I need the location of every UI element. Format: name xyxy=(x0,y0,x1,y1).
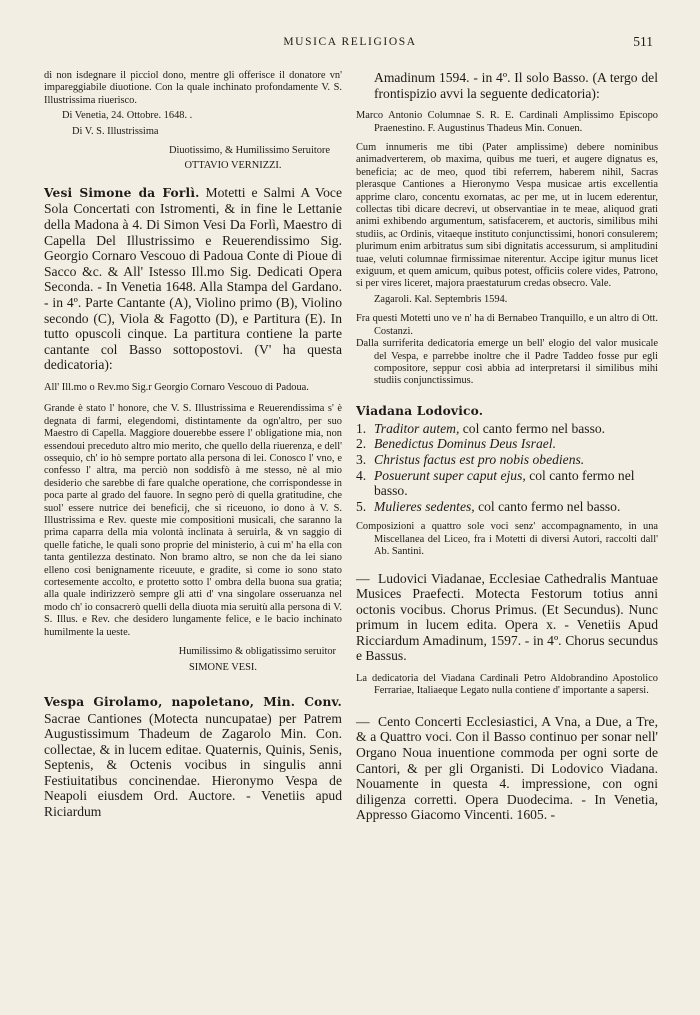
running-title: MUSICA RELIGIOSA xyxy=(283,36,417,48)
latin-letter: Cum innumeris me tibi (Pater amplissime) debere nominibus animadverterem, ob maxima, quibus me tueri, et augere dignatus es, beneficia; ac de meo, quod tibi referrem, haberem nihil, Sacras plerasque Cantiones a Hieronymo Vespa musicae artis excellentia apprime claro, concentu exornatas, ac per me, ut in lucem ederentur, collectas tibi dicare decrevi, ut observantiae in te meae, aliquod grati animi exhibendo argumentum, satisfacerem, et auctoris, similibus mihi studiis, ac Ordinis, vitaeque instituto conjunctissimi, honori consulerem; plurimum enim arbitratus sum sibi dignitatis accessurum, si amplitudini tuae, veluti columnae firmissimae niterentur. Accipe igitur munus licet exiguum, et quem amicum, quibus potest, officiis colere vides, Patrono, si per vires liceret, majora praestaturum credas obsecro. Vale. xyxy=(356,142,658,290)
vesi-address: All' Ill.mo o Rev.mo Sig.r Georgio Cornaro Vescouo di Padoua. xyxy=(44,381,309,393)
vesi-name: Vesi Simone da Forlì. xyxy=(44,185,200,200)
dedication-heading: Marco Antonio Columnae S. R. E. Cardinali Amplissimo Episcopo Praenestino. F. Augustinus Thadeus Min. Conuen. xyxy=(356,110,658,134)
viadana-dedication-note: La dedicatoria del Viadana Cardinali Petro Aldobrandino Apostolico Ferrariae, Italiaeque Legato nulla contiene d' importante a sapersi. xyxy=(356,673,658,697)
viadana-note: Composizioni a quattro sole voci senz' accompagnamento, in una Miscellanea del Liceo, fra i Motetti di diversi Autori, raccolti dall' Ab. Santini. xyxy=(356,521,658,558)
note-dedication-text: Dalla surriferita dedicatoria emerge un bell' elogio del valor musicale del Vespa, e parrebbe inoltre che il Padre Taddeo fosse pur egli compositore, seppur così abbia ad interpretarsi il similibus mihi studiis conjunctissimus. xyxy=(356,338,658,387)
list-item: 1. Traditor autem, col canto fermo nel basso. xyxy=(356,420,606,436)
vesi-closing: Humilissimo & obligatissimo seruitor xyxy=(178,646,336,658)
list-item: 2. Benedictus Dominus Deus Israel. xyxy=(356,436,556,452)
intro-signature: OTTAVIO VERNIZZI. xyxy=(184,160,282,172)
page-number: 511 xyxy=(633,34,653,49)
vesi-entry xyxy=(44,185,342,373)
vespa-continuation: Amadinum 1594. - in 4º. Il solo Basso. (A tergo del frontispizio avvi la seguente dedicatoria): xyxy=(374,70,658,101)
vespa-entry xyxy=(44,694,342,820)
viadana-entry-2: — Cento Concerti Ecclesiastici, A Vna, a Due, a Tre, & a Quattro voci. Con il Basso continuo per sonar nell' Organo Noua inuentione commoda per ogni sorte de Cantori, & per gli Organisti. Di Lodovico Viadana. Nouamente in questa 4. impressione, con ogni diligenza corretti. Opera Duodecima. - In Venetia, Appresso Giacomo Vincenti. 1605. - xyxy=(356,713,658,823)
vesi-entry-text: Motetti e Salmi A Voce Sola Concertati con Istromenti, & in fine le Lettanie della Madona à 4. Di Simon Vesi Da Forlì, Maestro di Capella Del Illustrissimo e Reuerendissimo Sig. Georgio Cornaro Vescouo di Padoua Conte di Pioue di Sacco &c. & All' Istesso Ill.mo Sig. Dedicati Opera Seconda. - In Venetia 1648. Alla Stampa del Gardano. - in 4º. Parte Cantante (A), Violino primo (B), Violino secondo (C), Viola & Fagotto (D), e Partitura (E). In tutto opuscoli cinque. La partitura contiene la parte cantante col Basso sottopostovi. (V' ha questa dedicatoria): xyxy=(44,184,342,373)
running-header xyxy=(0,36,700,56)
note-motets: Fra questi Motetti uno ve n' ha di Bernabeo Tranquillo, e un altro di Ott. Costanzi. xyxy=(356,313,658,337)
viadana-name: Viadana Lodovico. xyxy=(356,403,484,418)
vesi-signature: SIMONE VESI. xyxy=(189,661,257,673)
em-dash: — xyxy=(356,570,370,586)
intro-paragraph: di non isdegnare il picciol dono, mentre gli offerisce il donatore vn' impareggiabile diuotione. Con la quale inchinato profondamente V. S. Illustrissima riuerisco. xyxy=(44,70,342,106)
list-item: 3. Christus factus est pro nobis obediens. xyxy=(356,451,585,467)
vesi-letter: Grande è stato l' honore, che V. S. Illustrissima e Reuerendissima s' è degnata di farmi, elegendomi, distintamente da ogn'altro, per suo Maestro di Capella. Maggiore douerebbe essere l' obligatione mia, non essendoui preceduto altro mio merito, che quello della riuerenza, e dell' ossequio, ch' io hò sempre portato alla persona di lei. Conosco l' vno, e confesso l' altra, ma perciò non soddisfò à me stesso, nè al mio desiderio che sarebbe di fare qualche operatione, che corrispondesse in poca parte al grado del fauore. In segno però di quella gratitudine, che suol' essere nutrice dei beneficij, che si riceuono, io dono à V. S. Illustrissima e Rev. queste mie compositioni musicali, che saranno la prima caparra della mia volontà inclinata à seruirla, & vn saggio di quelle fatiche, le quali sono proprie del ministerio, à cui m' ha ella con tanta gentilezza destinato. Non bramo altro, se non che da lei siano elleno così benignamente riceuute, e gradite, sì come io sono stato cortesemente accolto, e protetto sotto l' ombra della buona sua gratia; alla quale indirizzerò sempre gli atti d' vna singolare osseruanza nel modo ch' io consacrerò quelli della diuota mia seruitù alla persona di V. S. Illus. e Rev. che desidero lungamente felice, e le bacio inchinato humilmente la ueste. xyxy=(44,403,342,638)
viadana-entry-1: — Ludovici Viadanae, Ecclesiae Cathedralis Mantuae Musices Praefecti. Motecta Festorum totius anni octonis vocibus. Chorus Primus. (Et Secundus). Nunc primum in lucem edita. Opera x. - Venetiis Apud Ricciardum Amadinum, 1597. - in 4º. Chorus secundus e Bassus. xyxy=(356,570,658,664)
vespa-name: Vespa Girolamo, napoletano, Min. Conv. xyxy=(44,694,342,709)
intro-addressee: Di V. S. Illustrissima xyxy=(72,125,159,137)
intro-closing: Diuotissimo, & Humilissimo Seruitore xyxy=(168,145,330,157)
list-item: 4. Posuerunt super caput ejus, col canto fermo nel basso. xyxy=(356,467,635,499)
intro-date: Di Venetia, 24. Ottobre. 1648. . xyxy=(62,110,193,122)
latin-date: Zagaroli. Kal. Septembris 1594. xyxy=(374,293,508,305)
vespa-entry-text: Sacrae Cantiones (Motecta nuncupatae) per Patrem Augustissimum Thadeum de Zagarolo Min. Con. collectae, & in lucem editae. Quaternis, Quinis, Senis, Septenis, & Octenis vocibus in singulis anni Festiuitatibus concinendae. Hieronymo Vespa de Neapoli eiusdem Ord. Auctore. - Venetiis apud Riciardum xyxy=(44,710,342,820)
left-column xyxy=(44,70,342,820)
note-dedication xyxy=(356,338,658,388)
right-column xyxy=(356,70,658,823)
em-dash: — xyxy=(356,713,370,729)
list-item: 5. Mulieres sedentes, col canto fermo nel basso. xyxy=(356,498,621,514)
viadana-list xyxy=(356,421,658,515)
